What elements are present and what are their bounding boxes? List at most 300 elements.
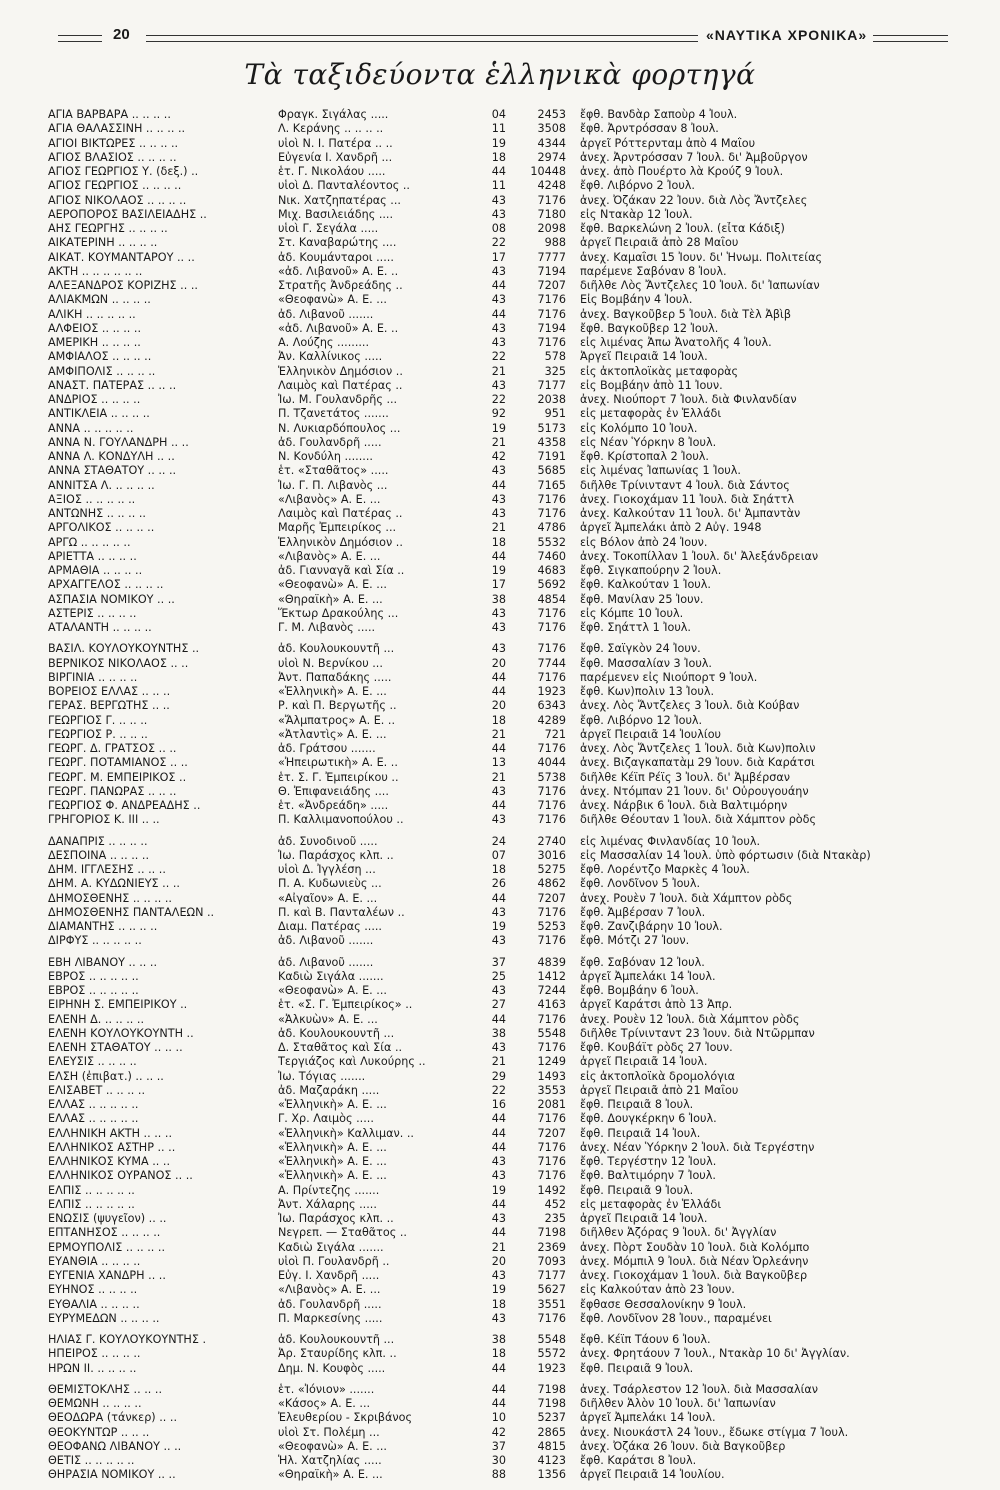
ship-name: ΑΛΕΞΑΝΔΡΟΣ ΚΟΡΙΖΗΣ .. ..	[48, 279, 198, 292]
ship-year: 19	[491, 1183, 506, 1197]
ship-tonnage: 7176	[537, 1112, 566, 1126]
ship-year: 37	[491, 955, 506, 969]
table-row	[48, 1070, 948, 1084]
table-row	[48, 1362, 948, 1376]
ship-group	[48, 1383, 948, 1483]
ship-status: ἀνεχ. Νάρβικ 6 Ἰουλ. διὰ Βαλτιμόρην	[580, 799, 788, 812]
ship-tonnage: 2453	[537, 108, 566, 121]
ship-tonnage: 235	[544, 1212, 566, 1225]
ship-name: ΑΝΤΩΝΗΣ .. .. .. ..	[48, 507, 146, 520]
ship-year: 22	[491, 393, 506, 406]
ship-owner: ἀδ. Γιανναγᾶ καὶ Σία ..	[278, 564, 405, 577]
ship-name: ΑΣΠΑΣΙΑ ΝΟΜΙΚΟΥ .. ..	[48, 592, 175, 606]
ship-owner: «Λιβανὸς» Α. Ε. ...	[278, 492, 381, 506]
ship-name: ΑΝΤΙΚΛΕΙΑ .. .. .. ..	[48, 407, 150, 421]
ship-owner: ἀδ. Κουμάνταροι .....	[278, 250, 394, 264]
ship-owner: Ἀν. Καλλίνικος .....	[278, 350, 383, 364]
ship-owner: ἑτ. «Ἀνδρεάδη» .....	[278, 799, 389, 812]
ship-year: 21	[491, 364, 506, 378]
ship-status: ἀνεχ. Λὸς Ἄντζελες 3 Ἰουλ. διὰ Κούβαν	[580, 699, 800, 713]
ship-status: ἔφθ. Δουγκέρκην 6 Ἰουλ.	[580, 1112, 717, 1126]
ship-status: ἀργεῖ Πειραιᾶ ἀπὸ 28 Μαΐου	[580, 236, 739, 250]
ship-status: ἔφθ. Κουβάϊτ ρὸδς 27 Ἰουν.	[580, 1041, 733, 1054]
ship-year: 18	[491, 535, 506, 549]
ship-owner: «ἀδ. Λιβανοῦ» Α. Ε. ..	[278, 264, 399, 278]
table-row	[48, 151, 948, 165]
ship-status: ἔφθ. Πειραιᾶ 14 Ἰουλ.	[580, 1126, 701, 1140]
ship-name: ΑΝΝΑ Ν. ΓΟΥΛΑΝΔΡΗ .. ..	[48, 435, 189, 449]
ship-owner: ἑτ. «Σ. Γ. Ἐμπειρίκος» ..	[278, 998, 413, 1012]
ship-status: εἰς λιμένας Ἀπω Ἀνατολῆς 4 Ἰουλ.	[580, 336, 772, 349]
ship-owner: Στρατῆς Ἀνδρεάδης ..	[278, 279, 403, 292]
ship-tonnage: 7244	[537, 984, 566, 997]
ship-name: ΑΕΡΟΠΟΡΟΣ ΒΑΣΙΛΕΙΑΔΗΣ ..	[48, 207, 207, 221]
ship-name: ΑΝΔΡΙΟΣ .. .. .. ..	[48, 393, 141, 406]
ship-owner: Καδιὼ Σιγάλα .......	[278, 969, 384, 983]
ship-year: 44	[491, 549, 506, 563]
ship-tonnage: 7207	[537, 891, 566, 905]
ship-tonnage: 7177	[537, 378, 566, 392]
ship-year: 44	[491, 1012, 506, 1026]
ship-owner: Ἡλ. Χατζηλίας .....	[278, 1454, 382, 1467]
ship-status: ἀνεχ. Φρητάουν 7 Ἰουλ., Ντακὰρ 10 δι' Ἀγγλίαν.	[580, 1347, 850, 1361]
table-row	[48, 1454, 948, 1468]
ship-status: Εἰς Βομβάην 4 Ἰουλ.	[580, 293, 693, 307]
ship-tonnage: 1493	[537, 1069, 566, 1083]
ship-tonnage: 3016	[537, 848, 566, 862]
ship-name: ΑΝΑΣΤ. ΠΑΤΕΡΑΣ .. .. ..	[48, 378, 177, 392]
table-row	[48, 863, 948, 877]
ship-status: ἔφθ. Λονδῖνον 5 Ἰουλ.	[580, 877, 701, 891]
ship-name: ΓΕΩΡΓΙΟΣ Φ. ΑΝΔΡΕΑΔΗΣ ..	[48, 799, 201, 812]
ship-year: 11	[491, 122, 506, 136]
ship-name: ΔΗΜ. Α. ΚΥΔΩΝΙΕΥΣ .. ..	[48, 877, 180, 891]
ship-status: εἰς Κόμπε 10 Ἰουλ.	[580, 606, 684, 620]
ship-owner: ἑτ. Γ. Νικολάου .....	[278, 165, 386, 178]
ship-status: ἔφθ. Σαβόναν 12 Ἰουλ.	[580, 955, 705, 969]
table-row	[48, 934, 948, 948]
ship-owner: ἀδ. Λιβανοῦ .......	[278, 307, 374, 321]
ship-owner: υἱοὶ Ν. Ι. Πατέρα .. ..	[278, 136, 393, 150]
ship-status: διῆλθε Κέϊπ Ρέϊς 3 Ἰουλ. δι' Ἀμβέρσαν	[580, 770, 790, 784]
ship-name: ΑΡΓΟΛΙΚΟΣ .. .. .. ..	[48, 521, 155, 535]
ship-name: ΑΝΝΑ ΣΤΑΘΑΤΟΥ .. .. ..	[48, 464, 177, 478]
ship-name: ΑΞΙΟΣ .. .. .. .. ..	[48, 492, 136, 506]
ship-name: ΑΡΙΕΤΤΑ .. .. .. ..	[48, 549, 137, 563]
table-row	[48, 956, 948, 970]
ship-name: ΕΛΕΥΣΙΣ .. .. .. ..	[48, 1055, 137, 1069]
ship-name: ΑΙΚΑΤ. ΚΟΥΜΑΝΤΑΡΟΥ .. ..	[48, 250, 195, 264]
ship-owner: Ρ. καὶ Π. Βεργωτῆς ..	[278, 699, 397, 713]
ship-name: ΕΥΗΝΟΣ .. .. .. ..	[48, 1283, 138, 1297]
table-row	[48, 536, 948, 550]
table-row	[48, 1055, 948, 1069]
ship-name: ΕΙΡΗΝΗ Σ. ΕΜΠΕΙΡΙΚΟΥ ..	[48, 998, 188, 1012]
ship-name: ΑΝΝΑ .. .. .. .. ..	[48, 421, 134, 435]
table-row	[48, 507, 948, 521]
ship-status: ἀνεχ. Γιοκοχάμαν 1 Ἰουλ. διὰ Βαγκοῦβερ	[580, 1269, 808, 1282]
ship-status: ἀνεχ. Τσάρλεστον 12 Ἰουλ. διὰ Μασσαλίαν	[580, 1382, 819, 1396]
ship-year: 04	[491, 108, 506, 121]
ship-tonnage: 5572	[537, 1347, 566, 1361]
ship-owner: «Θεοφανὼ» Α. Ε. ...	[278, 1439, 387, 1453]
table-row	[48, 1127, 948, 1141]
table-row	[48, 1141, 948, 1155]
ship-owner: Καδιὼ Σιγάλα .......	[278, 1240, 384, 1254]
ship-year: 42	[491, 450, 506, 463]
ship-status: ἔφθ. Λονδῖνον 28 Ἰουν., παραμένει	[580, 1311, 772, 1325]
ship-group	[48, 1333, 948, 1376]
ship-status: ἔφθ. Μανίλαν 25 Ἰουν.	[580, 592, 704, 606]
ship-name: ΘΕΜΙΣΤΟΚΛΗΣ .. .. ..	[48, 1382, 163, 1396]
ship-name: ΕΒΡΟΣ .. .. .. .. ..	[48, 984, 139, 997]
table-row	[48, 379, 948, 393]
ship-tonnage: 988	[544, 236, 566, 250]
ship-status: ἀνεχ. Ὀζάκαν 22 Ἰουν. διὰ Λὸς Ἄντζελες	[580, 193, 808, 207]
table-row	[48, 685, 948, 699]
ship-status: ἀνεχ. Νιουκάστλ 24 Ἰουν., ἔδωκε στίγμα 7 Ἰουλ.	[580, 1425, 849, 1439]
ship-tonnage: 6343	[537, 699, 566, 713]
ship-status: ἀνεχ. Μόμπιλ 9 Ἰουλ. διὰ Νέαν Ὀρλεάνην	[580, 1254, 809, 1268]
ship-owner: ἀδ. Λιβανοῦ .......	[278, 934, 374, 948]
table-row	[48, 578, 948, 592]
ship-tonnage: 7176	[537, 1311, 566, 1325]
ship-status: Ἀργεῖ Πειραιᾶ 14 Ἰουλ.	[580, 350, 708, 364]
ship-owner: «Ἄλμπατρος» Α. Ε. ..	[278, 713, 396, 727]
ship-tonnage: 1412	[537, 969, 566, 983]
ship-tonnage: 4815	[537, 1439, 566, 1453]
ship-owner: Στ. Καναβαρώτης ....	[278, 236, 397, 250]
ship-owner: «Θηραϊκὴ» Α. Ε. ...	[278, 1468, 383, 1482]
ship-owner: Ἑλληνικὸν Δημόσιον ..	[278, 364, 403, 378]
table-row	[48, 1298, 948, 1312]
ship-name: ΕΛΕΝΗ Δ. .. .. .. ..	[48, 1012, 145, 1026]
ship-status: ἀργεῖ Πειραιᾶ 14 Ἰουλίου	[580, 727, 722, 741]
ship-year: 44	[491, 1197, 506, 1211]
header-rule-middle	[146, 35, 698, 42]
ship-owner: «Ἑλληνικὴ» Α. Ε. ...	[278, 1140, 387, 1154]
ship-owner: «Θεοφανὼ» Α. Ε. ...	[278, 984, 387, 997]
ship-name: ΔΗΜΟΣΘΕΝΗΣ .. .. .. ..	[48, 891, 172, 905]
ship-status: ἔφθ. Βαγκοῦβερ 12 Ἰουλ.	[580, 321, 719, 335]
ship-owner: Π. Τζανετάτος .......	[278, 407, 389, 421]
ship-tonnage: 7176	[537, 492, 566, 506]
ship-year: 25	[491, 969, 506, 983]
table-row	[48, 1212, 948, 1226]
table-row	[48, 970, 948, 984]
table-row	[48, 657, 948, 671]
ship-name: ΑΓΙΟΣ ΓΕΩΡΓΙΟΣ Υ. (δεξ.) ..	[48, 165, 199, 178]
magazine-title: «ΝΑΥΤΙΚΑ ΧΡΟΝΙΚΑ»	[706, 27, 868, 43]
ship-owner: ἀδ. Κουλουκουντῆ ...	[278, 1026, 395, 1040]
ship-owner: υἱοὶ Ν. Βερνίκου ...	[278, 656, 383, 670]
ship-name: ΑΜΦΙΠΟΛΙΣ .. .. .. ..	[48, 364, 156, 378]
ship-tonnage: 4839	[537, 955, 566, 969]
ship-owner: Νικ. Χατζηπατέρας ...	[278, 193, 401, 207]
table-row	[48, 493, 948, 507]
ship-owner: Ἕκτωρ Δρακούλης ...	[278, 606, 399, 620]
ship-owner: «Ἑλληνικὴ» Καλλιμαν. ..	[278, 1126, 414, 1140]
ship-status: εἰς μεταφορὰς ἐν Ἑλλάδι	[580, 1197, 722, 1211]
ship-year: 44	[491, 165, 506, 178]
ship-status: ἔφθ. Λορέντζο Μαρκὲς 4 Ἰουλ.	[580, 863, 750, 876]
ship-year: 19	[491, 136, 506, 150]
ship-name: ΕΥΑΝΘΙΑ .. .. .. ..	[48, 1254, 141, 1268]
ship-tonnage: 7177	[537, 1269, 566, 1282]
table-row	[48, 998, 948, 1012]
ship-tonnage: 7176	[537, 784, 566, 798]
table-row	[48, 1155, 948, 1169]
ship-status: ἀργεῖ Πειραιᾶ 14 Ἰουλίου.	[580, 1468, 725, 1482]
ship-owner: ἑτ. «Σταθᾶτος» .....	[278, 464, 389, 478]
table-row	[48, 756, 948, 770]
table-row	[48, 422, 948, 436]
ship-tonnage: 7176	[537, 742, 566, 755]
ship-tonnage: 4358	[537, 435, 566, 449]
ship-year: 43	[491, 784, 506, 798]
ship-tonnage: 7180	[537, 207, 566, 221]
table-row	[48, 464, 948, 478]
table-row	[48, 1397, 948, 1411]
table-row	[48, 336, 948, 350]
ship-year: 44	[491, 307, 506, 321]
ship-status: ἀνεχ. Βαγκοῦβερ 5 Ἰουλ. διὰ Τὲλ Ἀβὶβ	[580, 307, 791, 321]
ship-owner: Εὐγ. Ι. Χανδρῆ .....	[278, 1269, 380, 1282]
ship-tonnage: 5685	[537, 464, 566, 478]
ship-owner: «Λιβανὸς» Α. Ε. ...	[278, 549, 381, 563]
ship-owner: Δ. Σταθᾶτος καὶ Σία ..	[278, 1041, 403, 1054]
ship-status: ἀργεῖ Ἀμπελάκι ἀπὸ 2 Αὐγ. 1948	[580, 521, 762, 535]
table-row	[48, 1411, 948, 1425]
table-row	[48, 813, 948, 827]
ship-name: ΔΗΜ. ΙΓΓΛΕΣΗΣ .. .. ..	[48, 863, 166, 876]
table-row	[48, 1312, 948, 1326]
table-row	[48, 322, 948, 336]
ship-status: εἰς Βομβάην ἀπὸ 11 Ἰουν.	[580, 378, 723, 392]
ship-group	[48, 956, 948, 1327]
ship-owner: υἱοὶ Δ. Ἰγγλέση ...	[278, 863, 376, 876]
table-row	[48, 479, 948, 493]
ship-tonnage: 4163	[537, 998, 566, 1012]
table-row	[48, 1098, 948, 1112]
ship-year: 10	[491, 1411, 506, 1425]
ship-name: ΑΛΙΚΗ .. .. .. .. ..	[48, 307, 136, 321]
table-row	[48, 1226, 948, 1240]
ship-status: ἔφθ. Σιγκαπούρην 2 Ἰουλ.	[580, 564, 722, 577]
ship-status: διῆλθεν Ἀζόρας 9 Ἰουλ. δι' Ἀγγλίαν	[580, 1226, 777, 1240]
ship-owner: «Θεοφανὼ» Α. Ε. ...	[278, 293, 387, 307]
table-row	[48, 564, 948, 578]
ship-status: ἀνεχ. ἀπὸ Πουέρτο λὰ Κρούζ 9 Ἰουλ.	[580, 165, 784, 178]
ship-year: 22	[491, 1083, 506, 1097]
ship-tonnage: 7176	[537, 621, 566, 634]
ship-year: 22	[491, 350, 506, 364]
ship-status: διῆλθε Λὸς Ἄντζελες 10 Ἰουλ. δι' Ἰαπωνίαν	[580, 279, 820, 292]
table-row	[48, 920, 948, 934]
ship-owner: Τεργιάζος καὶ Λυκούρης ..	[278, 1055, 426, 1069]
table-row	[48, 621, 948, 635]
table-row	[48, 122, 948, 136]
ship-tonnage: 4289	[537, 713, 566, 727]
ship-year: 44	[491, 891, 506, 905]
ship-tonnage: 7176	[537, 934, 566, 948]
ship-status: εἰς Βόλον ἀπὸ 24 Ἰουν.	[580, 535, 708, 549]
ship-name: ΕΛΠΙΣ .. .. .. .. ..	[48, 1183, 135, 1197]
ship-status: ἔφθ. Τεργέστην 12 Ἰουλ.	[580, 1155, 717, 1168]
ship-year: 08	[491, 222, 506, 235]
ship-year: 43	[491, 492, 506, 506]
ship-name: ΗΠΕΙΡΟΣ .. .. .. ..	[48, 1347, 141, 1361]
ship-tonnage: 1923	[537, 685, 566, 698]
ship-owner: Ἀντ. Χάλαρης .....	[278, 1197, 377, 1211]
ship-tonnage: 4786	[537, 521, 566, 535]
ship-year: 21	[491, 727, 506, 741]
ship-status: ἀργεῖ Πειραιᾶ ἀπὸ 21 Μαΐου	[580, 1083, 739, 1097]
ship-status: ἔφθ. Σαϊγκὸν 24 Ἰουν.	[580, 642, 701, 656]
ship-tonnage: 5548	[537, 1026, 566, 1040]
ship-year: 21	[491, 435, 506, 449]
ship-status: εἰς Νέαν Ὑόρκην 8 Ἰουλ.	[580, 435, 717, 449]
ship-status: ἀνεχ. Πὸρτ Σουδὰν 10 Ἰουλ. διὰ Κολόμπο	[580, 1240, 810, 1254]
ship-owner: Π. Καλλιμανοπούλου ..	[278, 813, 404, 827]
ship-status: ἔφθ. Σηάττλ 1 Ἰουλ.	[580, 621, 691, 634]
ship-tonnage: 7207	[537, 1126, 566, 1140]
ship-tonnage: 7777	[537, 250, 566, 264]
table-row	[48, 550, 948, 564]
ship-year: 43	[491, 813, 506, 827]
ship-status: ἔφθ. Πειραιᾶ 8 Ἰουλ.	[580, 1098, 694, 1111]
ship-year: 24	[491, 834, 506, 848]
ship-year: 44	[491, 742, 506, 755]
ship-name: ΕΥΘΑΛΙΑ .. .. .. ..	[48, 1297, 140, 1311]
ship-year: 19	[491, 1283, 506, 1297]
ship-year: 43	[491, 264, 506, 278]
ship-year: 18	[491, 150, 506, 164]
ship-tonnage: 325	[544, 364, 566, 378]
ship-status: ἀνεχ. Τοκοπίλλαν 1 Ἰουλ. δι' Ἀλεξάνδρειαν	[580, 549, 819, 563]
ship-year: 17	[491, 250, 506, 264]
ship-status: εἰς λιμένας Φινλανδίας 10 Ἰουλ.	[580, 834, 761, 848]
ship-name: ΑΚΤΗ .. .. .. .. .. ..	[48, 264, 143, 278]
ship-owner: Ἀρ. Σταυρίδης κλπ. ..	[278, 1347, 397, 1361]
ship-status: εἰς μεταφορὰς ἐν Ἑλλάδι	[580, 407, 722, 421]
table-row	[48, 137, 948, 151]
ship-year: 44	[491, 1361, 506, 1375]
table-row	[48, 771, 948, 785]
table-row	[48, 365, 948, 379]
ship-status: ἔφθ. Κέϊπ Τάουν 6 Ἰουλ.	[580, 1333, 711, 1346]
ship-year: 44	[491, 1382, 506, 1396]
page-header	[58, 24, 948, 46]
ship-name: ΕΛΛΑΣ .. .. .. .. ..	[48, 1112, 139, 1126]
ship-name: ΔΗΜΟΣΘΕΝΗΣ ΠΑΝΤΑΛΕΩΝ ..	[48, 905, 215, 919]
ship-tonnage: 4854	[537, 592, 566, 606]
ship-tonnage: 7194	[537, 321, 566, 335]
ship-name: ΑΓΙΟΣ ΝΙΚΟΛΑΟΣ .. .. .. ..	[48, 193, 187, 207]
ship-tonnage: 7176	[537, 1155, 566, 1168]
ship-name: ΒΑΣΙΛ. ΚΟΥΛΟΥΚΟΥΝΤΗΣ ..	[48, 642, 200, 656]
ship-name: ΕΒΗ ΛΙΒΑΝΟΥ .. .. ..	[48, 955, 158, 969]
ship-tonnage: 7176	[537, 670, 566, 684]
ship-tonnage: 7194	[537, 264, 566, 278]
ship-tonnage: 5237	[537, 1411, 566, 1425]
header-rule-left	[58, 35, 102, 42]
ship-tonnage: 7165	[537, 478, 566, 492]
ship-tonnage: 3553	[537, 1083, 566, 1097]
ship-name: ΕΛΕΝΗ ΚΟΥΛΟΥΚΟΥΝΤΗ ..	[48, 1026, 194, 1040]
ship-status: ἀνεχ. Ὀζάκα 26 Ἰουν. διὰ Βαγκοῦβερ	[580, 1439, 786, 1453]
ship-owner: Λαιμὸς καὶ Πατέρας ..	[278, 378, 403, 392]
ship-year: 20	[491, 699, 506, 713]
ship-year: 16	[491, 1098, 506, 1111]
page-number: 20	[113, 26, 130, 43]
ship-tonnage: 951	[544, 407, 566, 421]
ship-owner: Π. Μαρκεσίνης .....	[278, 1311, 383, 1325]
ship-year: 44	[491, 1112, 506, 1126]
ship-name: ΑΓΙΑ ΘΑΛΑΣΣΙΝΗ .. .. .. ..	[48, 122, 186, 136]
ship-status: ἔφθασε Θεσσαλονίκην 9 Ἰουλ.	[580, 1297, 747, 1311]
table-row	[48, 593, 948, 607]
ship-tonnage: 1492	[537, 1183, 566, 1197]
table-row	[48, 1184, 948, 1198]
ship-owner: Μαρῆς Ἐμπειρίκος ...	[278, 521, 397, 535]
ship-status: εἰς Κολόμπο 10 Ἰουλ.	[580, 421, 698, 435]
ship-owner: ἑτ. «Ἰόνιον» .......	[278, 1382, 375, 1396]
table-row	[48, 251, 948, 265]
ship-year: 21	[491, 770, 506, 784]
table-row	[48, 1440, 948, 1454]
ship-year: 43	[491, 321, 506, 335]
ship-name: ΕΠΤΑΝΗΣΟΣ .. .. .. ..	[48, 1226, 161, 1240]
ship-status: ἔφθ. Πειραιᾶ 9 Ἰουλ.	[580, 1183, 694, 1197]
ship-year: 43	[491, 1269, 506, 1282]
ship-owner: Ἰω. Παράσχος κλπ. ..	[278, 848, 394, 862]
ship-name: ΒΟΡΕΙΟΣ ΕΛΛΑΣ .. .. ..	[48, 685, 171, 698]
table-row	[48, 1027, 948, 1041]
ship-tonnage: 3551	[537, 1297, 566, 1311]
ship-tonnage: 4248	[537, 179, 566, 193]
ship-year: 20	[491, 1254, 506, 1268]
ship-tonnage: 7093	[537, 1254, 566, 1268]
ship-group	[48, 642, 948, 827]
ship-year: 43	[491, 293, 506, 307]
table-row	[48, 165, 948, 179]
ship-status: ἔφθ. Μότζι 27 Ἰουν.	[580, 934, 690, 948]
table-row	[48, 236, 948, 250]
ship-name: ΕΛΕΝΗ ΣΤΑΘΑΤΟΥ .. .. ..	[48, 1041, 183, 1054]
ship-year: 43	[491, 1311, 506, 1325]
table-row	[48, 1041, 948, 1055]
ship-name: ΓΕΩΡΓΙΟΣ Γ. .. .. ..	[48, 713, 148, 727]
ship-year: 30	[491, 1454, 506, 1467]
ship-status: εἰς Μασσαλίαν 14 Ἰουλ. ὑπὸ φόρτωσιν (διὰ Ντακὰρ)	[580, 848, 871, 862]
ship-tonnage: 2369	[537, 1240, 566, 1254]
ship-tonnage: 4683	[537, 564, 566, 577]
table-row	[48, 265, 948, 279]
ship-year: 43	[491, 1155, 506, 1168]
ship-tonnage: 1249	[537, 1055, 566, 1069]
ship-owner: «Κάσος» Α. Ε. ...	[278, 1397, 371, 1410]
ship-tonnage: 5275	[537, 863, 566, 876]
ship-name: ΘΕΤΙΣ .. .. .. .. ..	[48, 1454, 135, 1467]
table-row	[48, 1347, 948, 1361]
ship-tonnage: 7176	[537, 905, 566, 919]
ship-status: ἔφθ. Κρίστοπαλ 2 Ἰουλ.	[580, 450, 709, 463]
ship-tonnage: 5627	[537, 1283, 566, 1297]
ship-tonnage: 7176	[537, 1169, 566, 1183]
ship-owner: υἱοὶ Γ. Σεγάλα .....	[278, 222, 379, 235]
ship-owner: «Ἀτλαντὶς» Α. Ε. ...	[278, 727, 387, 741]
